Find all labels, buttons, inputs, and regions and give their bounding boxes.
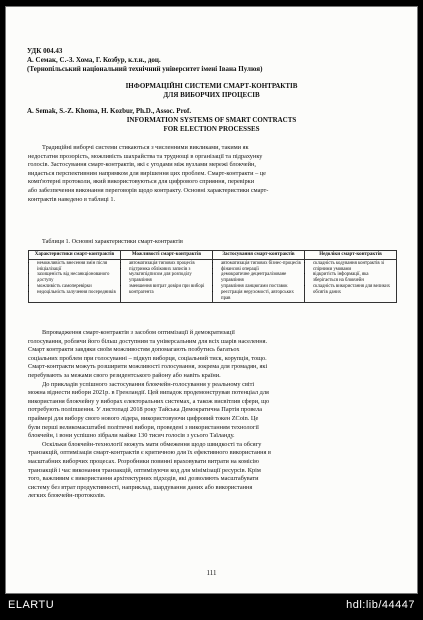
- affiliation: (Тернопільський національний технічний університет імені Івана Пулюя): [27, 65, 263, 73]
- list-item: • складність кодування контрактів зі спірними умовами: [313, 261, 394, 273]
- authors-ua: А. Семак, С.-З. Хома, Г. Козбур, к.т.н., доц.: [27, 56, 161, 64]
- intro-line: недостатня прозорість, можливість шахрайства та труднощі в організації та підрахунку: [28, 152, 263, 160]
- characteristics-table: [28, 250, 397, 303]
- body-line: Оскільки блокчейн-технології можуть мати обмеження щодо швидкості та обсягу: [42, 440, 262, 448]
- udc-code: УДК 004.43: [27, 47, 63, 55]
- body-line: Смарт контракти завдяки своїм можливостям допомагають позбутись багатьох: [28, 346, 240, 354]
- intro-line: контрактів наведено в таблиці 1.: [28, 195, 116, 203]
- list-item: • автоматизація типових бізнес-процесів: [221, 261, 302, 267]
- body-line: До прикладів успішного застосування блокчейн-голосування у реальному світі: [42, 380, 255, 388]
- body-line: соціальних проблем при голосуванні – підкуп виборця, соціальний тиск, корупція, тощо.: [28, 354, 267, 362]
- footer-left-label: ELARTU: [8, 599, 55, 611]
- title-ua-line-2: ДЛЯ ВИБОРЧИХ ПРОЦЕСІВ: [163, 91, 260, 99]
- body-line: транзакцій, оптимізація смарт-контрактів є критичною для їх ефективного використання в: [28, 449, 271, 457]
- title-en-line-1: INFORMATION SYSTEMS OF SMART CONTRACTS: [126, 116, 297, 124]
- authors-en: A. Semak, S.-Z. Khoma, H. Kozbur, Ph.D., Assoc. Prof.: [27, 107, 192, 115]
- body-line: праймері для вибору свого нового лідера, використовуючи цифровий токен ZCoin. Це: [28, 414, 259, 422]
- list-item: • захищеність від несанкціонованого доступу: [37, 272, 118, 284]
- body-line: масштабних виборчих процесах. Розробники повинні враховувати витрати на комісію: [28, 457, 259, 465]
- table-header-row: [29, 251, 397, 260]
- table-header-cell: Можливості смарт-контрактів: [121, 251, 213, 260]
- body-line: блокчейн, і вони успішно зібрали майже 130 тисяч голосів з усього Таїланду.: [28, 432, 235, 440]
- table-header-cell: Характеристики смарт-контрактів: [29, 251, 121, 260]
- title-en-line-2: FOR ELECTION PROCESSES: [163, 125, 260, 133]
- table-cell: [213, 259, 305, 303]
- body-line: транзакцій і час виконання транзакцій, оптимізуючи код для мінімізації ресурсів. Крім: [28, 466, 261, 474]
- list-item: • фінансові операції: [221, 267, 302, 273]
- intro-line: голосів. Застосування смарт-контрактів, які є угодами між вузлами мережі блокчейн,: [28, 161, 256, 169]
- table-cell: [29, 259, 121, 303]
- intro-line: Традиційні виборчі системи стикаються з численними викликами, такими як: [42, 144, 249, 151]
- body-line: Смарт-контракти можуть розширити можливості голосування, зокрема для громадян, які: [28, 363, 268, 371]
- page-number: 111: [206, 569, 217, 577]
- body-line: були перші великомасштабні політичні вибори, проведені з використанням технології: [28, 423, 259, 431]
- body-line: перебувають за межами свого резидентського району або навіть країни.: [28, 371, 221, 379]
- body-line: систему без втрат продуктивності, наприклад, шардування даних або використання: [28, 483, 253, 491]
- body-line: використання блокчейну у виборах електоральних системах, а також висвітлив сфери, що: [28, 397, 270, 405]
- list-item: • відкритість інформації, яка зберігається на блокчейн: [313, 272, 394, 284]
- list-item: • автоматизація типових процесів: [129, 261, 210, 267]
- body-line: Впровадження смарт-контрактів з засобом оптимізації й демократизації: [42, 329, 235, 336]
- intro-paragraph: [28, 144, 395, 204]
- body-line: голосування, роблячи його більш доступним та універсальним для всіх шарів населення.: [28, 337, 268, 345]
- table-caption: Таблиця 1. Основні характеристики смарт-контрактів: [42, 238, 183, 245]
- table-cell: [121, 259, 213, 303]
- list-item: • недоцільність залучення посередників: [37, 290, 118, 296]
- intro-line: комп'ютерні протоколи, який використовуються для цифрового сприяння, перевірки: [28, 178, 255, 186]
- list-item: • підтримка облікових записів з мультипідписом для розподілу управління: [129, 267, 210, 284]
- table-cell: [305, 259, 397, 303]
- intro-line: видається перспективним напрямком для вирішення цих проблем. Смарт-контракти – це: [28, 169, 266, 177]
- list-item: • реєстрація нерухомості, авторських прав: [221, 290, 302, 302]
- list-item: • демократичне децентралізоване управління: [221, 272, 302, 284]
- list-item: • можливість самоперевірки: [37, 284, 118, 290]
- title-ua-line-1: ІНФОРМАЦІЙНІ СИСТЕМИ СМАРТ-КОНТРАКТІВ: [125, 82, 298, 90]
- body-line: можна віднести вибори 2021р. в Гренландії. Цей випадок продемонстрував потенціал для: [28, 389, 269, 397]
- body-line: того, важливим є використання архітектурних підходів, які дозволяють масштабувати: [28, 475, 259, 483]
- body-text: [28, 329, 395, 501]
- body-line: потребують поліпшення. У листопаді 2018 року Тайська Демократична Партія провела: [28, 406, 263, 414]
- table-row: [29, 259, 397, 303]
- list-item: • управління ланцюгами поставок: [221, 284, 302, 290]
- table-header-cell: Застосування смарт-контрактів: [213, 251, 305, 260]
- table-header-cell: Недоліки смарт-контрактів: [305, 251, 397, 260]
- list-item: • складність використання для великих обсягів даних: [313, 284, 394, 296]
- list-item: • неможливість внесення змін після ініціалізації: [37, 261, 118, 273]
- paper-page: [5, 6, 418, 594]
- list-item: • зменшення витрат довіри при виборі контрагента: [129, 284, 210, 296]
- body-line: легких блокчейн-протоколів.: [28, 492, 106, 500]
- intro-line: або забезпечення виконання переговорів щодо контракту. Основні характеристики смарт-: [28, 186, 269, 194]
- footer-handle-label: hdl:lib/44447: [346, 599, 415, 611]
